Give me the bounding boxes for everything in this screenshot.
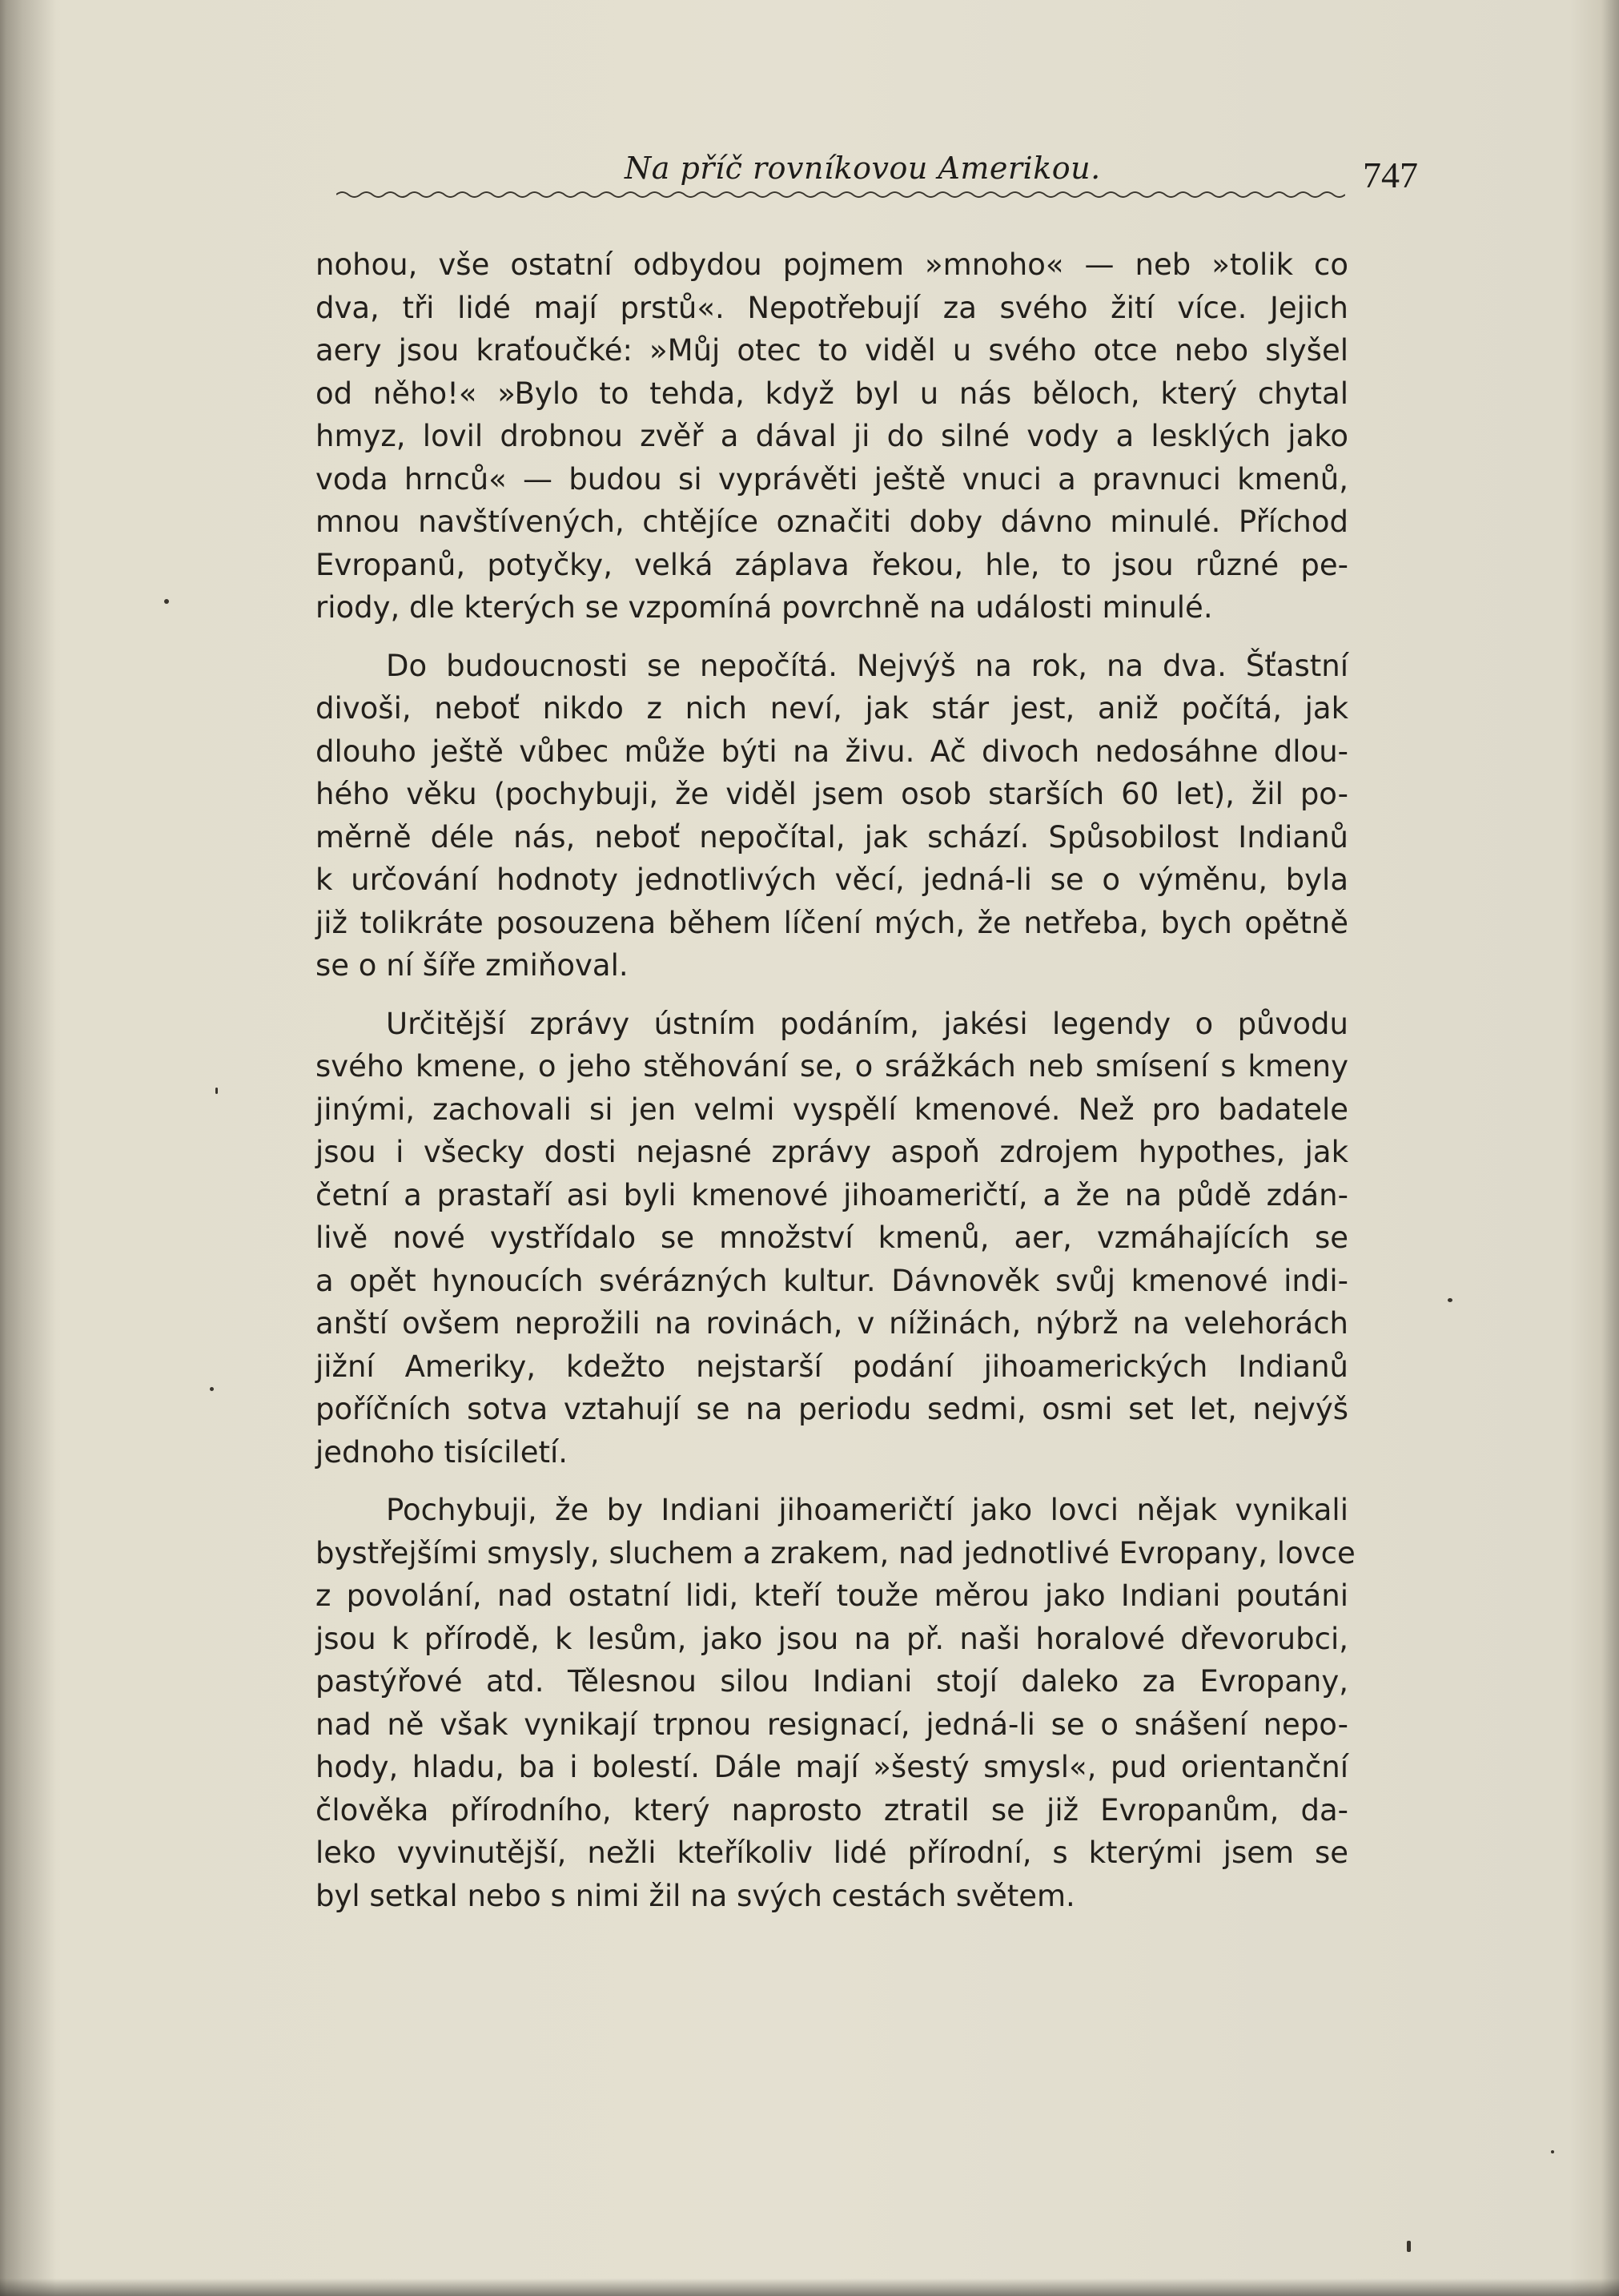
text-line: dva, tři lidé mají prstů«. Nepotřebují za svého žití více. Jejich — [315, 290, 1348, 325]
text-line: Určitější zprávy ústním podáním, jakési legendy o původu — [386, 1006, 1348, 1041]
text-line: nad ně však vynikají trpnou resignací, jedná-li se o snášení nepo- — [315, 1707, 1348, 1742]
text-line: Pochybuji, že by Indiani jihoameričtí jako lovci nějak vynikali — [386, 1493, 1348, 1527]
text-line: hmyz, lovil drobnou zvěř a dával ji do silné vody a lesklých jako — [315, 419, 1348, 453]
paper-speck — [215, 1088, 218, 1094]
paper-speck — [1407, 2241, 1411, 2252]
paper-speck — [210, 1387, 214, 1391]
header-wavy-rule — [336, 189, 1345, 200]
text-line: leko vyvinutější, nežli kteříkoliv lidé přírodní, s kterými jsem se — [315, 1836, 1348, 1870]
paragraph-2 — [315, 645, 1348, 987]
paragraph-3 — [315, 1003, 1348, 1474]
text-line: hého věku (pochybuji, že viděl jsem osob starších 60 let), žil po- — [315, 777, 1348, 811]
text-line: k určování hodnoty jednotlivých věcí, jedná-li se o výměnu, byla — [315, 863, 1348, 897]
text-line: aery jsou kraťoučké: »Můj otec to viděl u svého otce nebo slyšel — [315, 333, 1348, 368]
text-line: poříčních sotva vztahují se na periodu sedmi, osmi set let, nejvýš — [315, 1392, 1348, 1426]
text-line: byl setkal nebo s nimi žil na svých cestách světem. — [315, 1878, 1075, 1913]
text-line: divoši, neboť nikdo z nich neví, jak stár jest, aniž počítá, jak — [315, 691, 1348, 726]
text-line: riody, dle kterých se vzpomíná povrchně na události minulé. — [315, 590, 1213, 625]
page-number: 747 — [1363, 155, 1418, 195]
text-line: Evropanů, potyčky, velká záplava řekou, hle, to jsou různé pe- — [315, 547, 1348, 582]
text-line: bystřejšími smysly, sluchem a zrakem, nad jednotlivé Evropany, lovce — [315, 1535, 1356, 1570]
paragraph-1 — [315, 243, 1348, 629]
text-line: již tolikráte posouzena během líčení mých, že netřeba, bych opětně — [315, 905, 1348, 940]
paragraph-4 — [315, 1489, 1356, 1917]
text-line: a opět hynoucích svérázných kultur. Dávnověk svůj kmenové indi- — [315, 1263, 1348, 1298]
text-line: anští ovšem neprožili na rovinách, v nížinách, nýbrž na velehorách — [315, 1306, 1348, 1341]
text-line: člověka přírodního, který naprosto ztratil se již Evropanům, da- — [315, 1792, 1348, 1828]
text-line: dlouho ještě vůbec může býti na živu. Ač divoch nedosáhne dlou- — [315, 734, 1348, 769]
text-line: mnou navštívených, chtějíce označiti doby dávno minulé. Příchod — [315, 505, 1348, 539]
text-line: voda hrnců« — budou si vyprávěti ještě vnuci a pravnuci kmenů, — [315, 461, 1348, 497]
paper-speck — [164, 599, 169, 604]
paper-speck — [1448, 1298, 1452, 1302]
text-line: jsou i všecky dosti nejasné zprávy aspoň zdrojem hypothes, jak — [315, 1135, 1348, 1169]
text-line: se o ní šíře zmiňoval. — [315, 948, 629, 983]
text-line: jednoho tisíciletí. — [315, 1434, 568, 1470]
text-line: jsou k přírodě, k lesům, jako jsou na př. naši horalové dřevorubci, — [315, 1621, 1348, 1656]
text-line: měrně déle nás, neboť nepočítal, jak schází. Spůsobilost Indianů — [315, 819, 1348, 854]
text-line: z povolání, nad ostatní lidi, kteří touže měrou jako Indiani poutáni — [315, 1578, 1348, 1613]
paper-speck — [1551, 2150, 1554, 2153]
body-text — [315, 243, 1356, 1932]
text-line: od něho!« »Bylo to tehda, když byl u nás běloch, který chytal — [315, 376, 1348, 411]
text-line: jižní Ameriky, kdežto nejstarší podání jihoamerických Indianů — [315, 1349, 1348, 1384]
text-line: livě nové vystřídalo se množství kmenů, aer, vzmáhajících se — [315, 1220, 1348, 1255]
text-line: nohou, vše ostatní odbydou pojmem »mnoho« — neb »tolik co — [315, 247, 1348, 282]
running-title: Na příč rovníkovou Amerikou. — [625, 151, 1101, 186]
page-bottom-edge — [0, 2278, 1619, 2296]
text-line: četní a prastaří asi byli kmenové jihoameričtí, a že na půdě zdán- — [315, 1177, 1348, 1212]
text-line: jinými, zachovali si jen velmi vyspělí kmenové. Než pro badatele — [315, 1092, 1348, 1127]
text-line: svého kmene, o jeho stěhování se, o srážkách neb smísení s kmeny — [315, 1049, 1348, 1084]
binding-shadow — [0, 0, 56, 2296]
text-line: pastýřové atd. Tělesnou silou Indiani stojí daleko za Evropany, — [315, 1664, 1348, 1699]
text-line: hody, hladu, ba i bolestí. Dále mají »šestý smysl«, pud orientanční — [315, 1750, 1348, 1784]
text-line: Do budoucnosti se nepočítá. Nejvýš na rok, na dva. Šťastní — [386, 648, 1348, 683]
